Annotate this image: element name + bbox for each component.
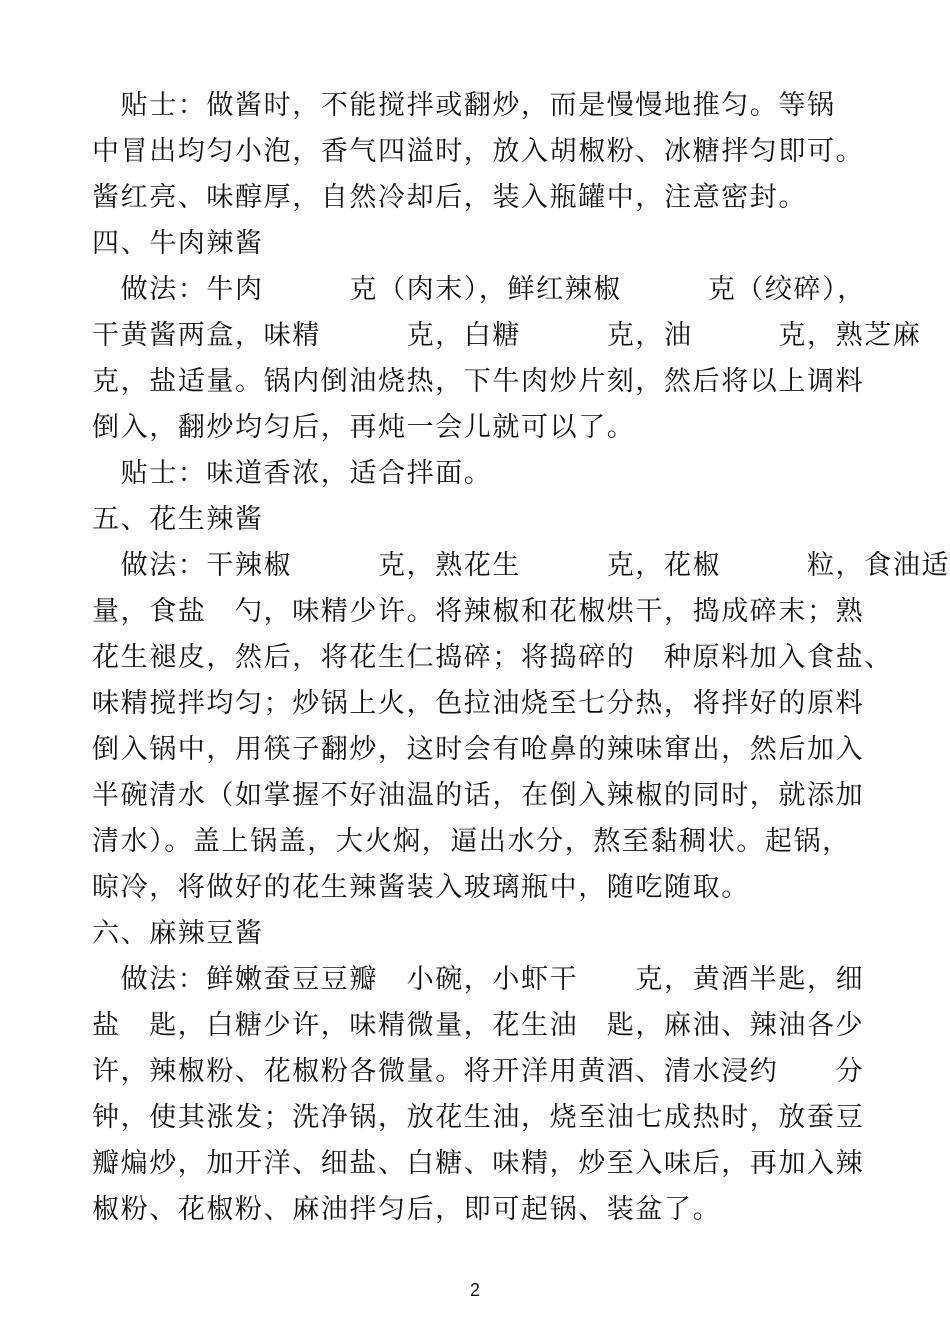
- text-line: 倒入，翻炒均匀后，再炖一会儿就可以了。: [92, 412, 636, 443]
- text-line: 许，辣椒粉、花椒粉各微量。将开洋用黄酒、清水浸约 分: [92, 1056, 865, 1087]
- text-line: 味精搅拌均匀；炒锅上火，色拉油烧至七分热，将拌好的原料: [92, 688, 865, 719]
- text-line: 瓣煸炒，加开洋、细盐、白糖、味精，炒至入味后，再加入辣: [92, 1148, 865, 1179]
- section-heading: 四、牛肉辣酱: [92, 228, 264, 259]
- text-line: 花生褪皮，然后，将花生仁捣碎；将捣碎的 种原料加入食盐、: [92, 642, 893, 673]
- text-line: 贴士：味道香浓，适合拌面。: [92, 458, 493, 489]
- text-line: 倒入锅中，用筷子翻炒，这时会有呛鼻的辣味窜出，然后加入: [92, 734, 865, 765]
- text-line: 克，盐适量。锅内倒油烧热，下牛肉炒片刻，然后将以上调料: [92, 366, 865, 397]
- text-line: 贴士：做酱时，不能搅拌或翻炒，而是慢慢地推匀。等锅: [92, 90, 836, 121]
- section-heading: 六、麻辣豆酱: [92, 918, 264, 949]
- text-line: 半碗清水（如掌握不好油温的话，在倒入辣椒的同时，就添加: [92, 780, 865, 811]
- page-number: 2: [469, 1280, 480, 1300]
- text-line: 晾冷，将做好的花生辣酱装入玻璃瓶中，随吃随取。: [92, 872, 750, 903]
- text-line: 酱红亮、味醇厚，自然冷却后，装入瓶罐中，注意密封。: [92, 182, 807, 213]
- text-line: 做法：干辣椒 克，熟花生 克，花椒 粒，食油适: [92, 550, 950, 581]
- text-line: 做法：牛肉 克（肉末），鲜红辣椒 克（绞碎），: [92, 274, 866, 305]
- text-line: 椒粉、花椒粉、麻油拌匀后，即可起锅、装盆了。: [92, 1194, 722, 1225]
- text-line: 中冒出均匀小泡，香气四溢时，放入胡椒粉、冰糖拌匀即可。: [92, 136, 865, 167]
- text-line: 做法：鲜嫩蚕豆豆瓣 小碗，小虾干 克，黄酒半匙，细: [92, 964, 865, 995]
- text-line: 盐 匙，白糖少许，味精微量，花生油 匙，麻油、辣油各少: [92, 1010, 865, 1041]
- section-heading: 五、花生辣酱: [92, 504, 264, 535]
- text-line: 钟，使其涨发；洗净锅，放花生油，烧至油七成热时，放蚕豆: [92, 1102, 865, 1133]
- text-line: 干黄酱两盒，味精 克，白糖 克，油 克，熟芝麻: [92, 320, 922, 351]
- text-line: 清水）。盖上锅盖，大火焖，逼出水分，熬至黏稠状。起锅，: [92, 826, 851, 857]
- text-line: 量，食盐 勺，味精少许。将辣椒和花椒烘干，捣成碎末；熟: [92, 596, 865, 627]
